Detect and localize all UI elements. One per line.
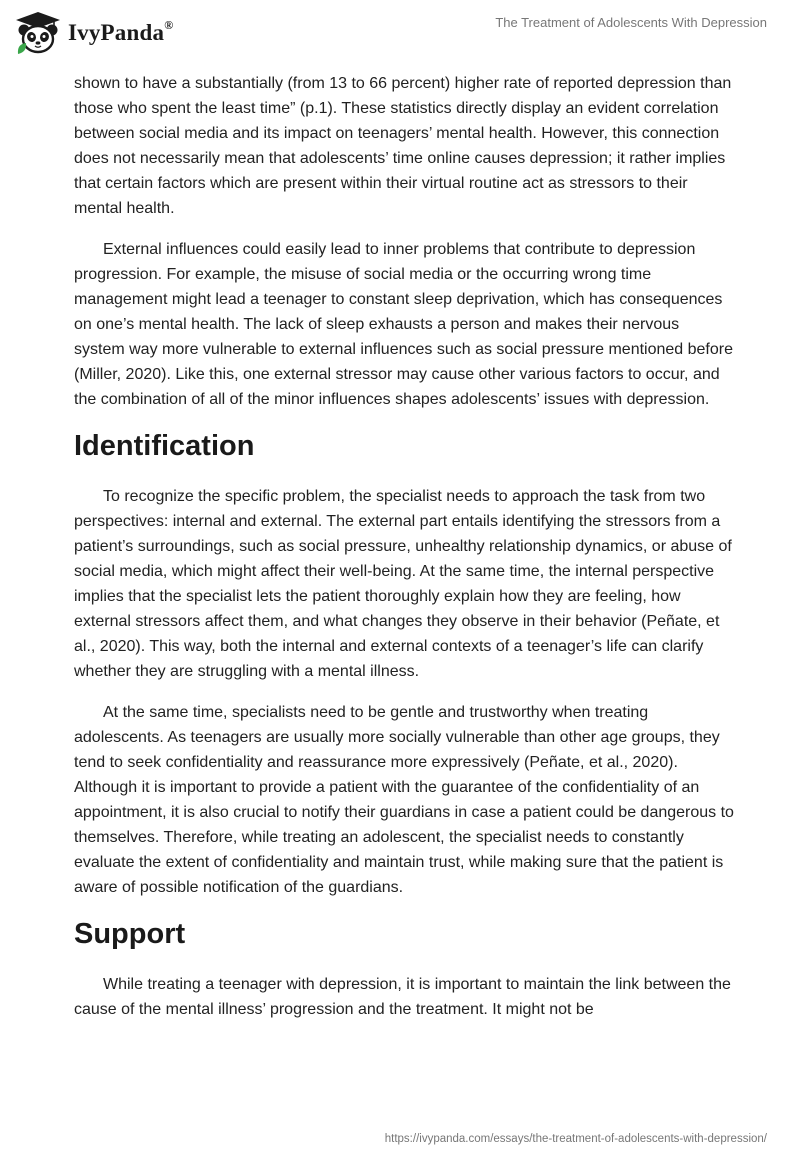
panda-graduate-icon [14, 10, 62, 56]
source-url[interactable]: https://ivypanda.com/essays/the-treatment-of-adolescents-with-depression/ [384, 1133, 767, 1145]
brand-logo[interactable] [14, 10, 173, 56]
heading-identification: Identification [74, 430, 255, 462]
page-header [0, 0, 800, 70]
paragraph-2: External influences could easily lead to inner problems that contribute to depression progression. For example, the misuse of social media or the occurring wrong time management might lead a teenager to constant sleep deprivation, which has consequences on one’s mental health. The lack of sleep exhausts a person and makes their nervous system way more vulnerable to external influences such as social pressure mentioned before (Miller, 2020). Like this, one external stressor may cause other various factors to occur, and the combination of all of the minor influences shapes adolescents’ issues with depression. [74, 241, 733, 408]
paragraph-3: To recognize the specific problem, the specialist needs to approach the task from two perspectives: internal and external. The external part entails identifying the stressors from a patient’s surroundings, such as social pressure, unhealthy relationship dynamics, or abuse of social media, which might affect their well-being. At the same time, the internal perspective implies that the specialist lets the patient thoroughly explain how they are feeling, how external stressors affect them, and what changes they observe in their behavior (Peñate, et al., 2020). This way, both the internal and external contexts of a teenager’s life can clarify whether they are struggling with a mental illness. [74, 488, 732, 680]
registered-mark: ® [164, 18, 174, 32]
paragraph-1: shown to have a substantially (from 13 to 66 percent) higher rate of reported depression than those who spent the least time” (p.1). These statistics directly display an evident correlation between social media and its impact on teenagers’ mental health. However, this connection does not necessarily mean that adolescents’ time online causes depression; it rather implies that certain factors which are present within their virtual routine act as stressors to their mental health. [74, 75, 732, 217]
document-title: The Treatment of Adolescents With Depression [495, 15, 767, 30]
paragraph-4: At the same time, specialists need to be gentle and trustworthy when treating adolescents. As teenagers are usually more socially vulnerable than other age groups, they tend to seek confidentiality and reassurance more expressively (Peñate, et al., 2020). Although it is important to provide a patient with the guarantee of the confidentiality of an appointment, it is also crucial to notify their guardians in case a patient could be dangerous to themselves. Therefore, while treating an adolescent, the specialist needs to constantly evaluate the extent of confidentiality and maintain trust, while making sure that the patient is aware of possible notification of the guardians. [74, 704, 734, 896]
paragraph-5: While treating a teenager with depression, it is important to maintain the link between the cause of the mental illness’ progression and the treatment. It might not be [74, 976, 731, 1018]
brand-name: IvyPanda® [68, 18, 174, 45]
essay-body [74, 71, 734, 1038]
heading-support: Support [74, 918, 186, 950]
